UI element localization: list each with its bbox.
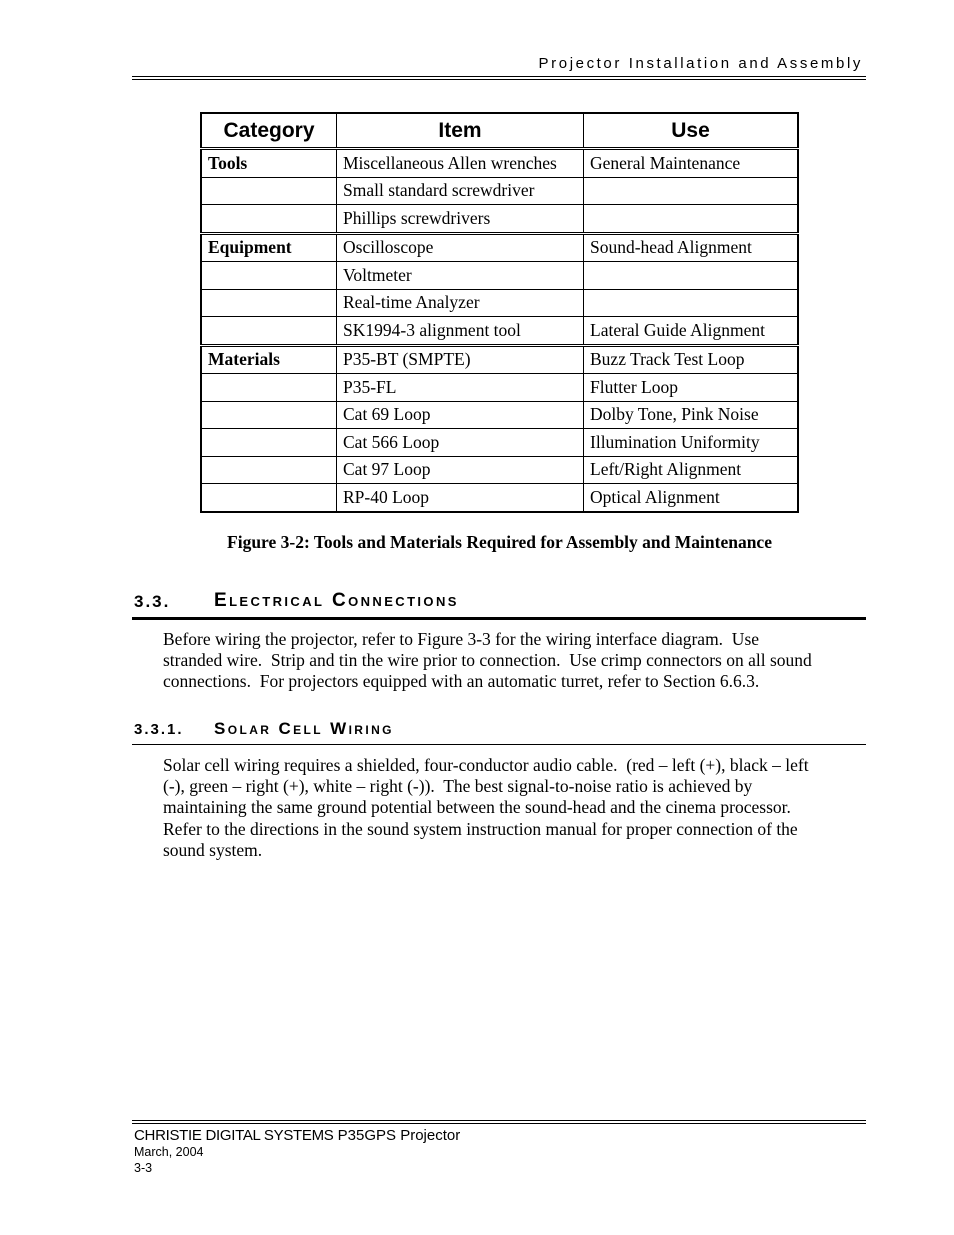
section-paragraph: [163, 629, 863, 693]
cell-use: Left/Right Alignment: [584, 456, 799, 484]
cell-item: P35-BT (SMPTE): [337, 345, 584, 374]
paragraph-line: Before wiring the projector, refer to Figure 3-3 for the wiring interface diagram. Use: [163, 629, 760, 649]
cell-item: Cat 69 Loop: [337, 401, 584, 429]
table-row: [201, 345, 798, 374]
section-title: Electrical Connections: [214, 590, 459, 611]
subsection-rule: [132, 744, 866, 745]
cell-item: Cat 566 Loop: [337, 429, 584, 457]
paragraph-line: Solar cell wiring requires a shielded, four-conductor audio cable. (red – left (+), black – left: [163, 755, 809, 775]
cell-category: [201, 177, 337, 205]
footer-product: P35GPS Projector: [337, 1127, 461, 1144]
cell-item: Phillips screwdrivers: [337, 205, 584, 234]
running-header: Projector Installation and Assembly: [538, 55, 863, 72]
paragraph-line: stranded wire. Strip and tin the wire prior to connection. Use crimp connectors on all sound: [163, 650, 812, 671]
cell-use: [584, 262, 799, 290]
cell-category: [201, 289, 337, 317]
cell-category: Tools: [201, 149, 337, 178]
cell-category: [201, 317, 337, 346]
subsection-number: 3.3.1.: [134, 721, 184, 738]
column-header-category: Category: [201, 113, 337, 149]
paragraph-line: (-), green – right (+), white – right (-)). The best signal-to-noise ratio is achieved by: [163, 776, 753, 797]
table-header-row: [201, 113, 798, 149]
cell-item: RP-40 Loop: [337, 484, 584, 512]
cell-item: Oscilloscope: [337, 233, 584, 262]
cell-category: [201, 484, 337, 512]
table-row: [201, 401, 798, 429]
cell-use: [584, 205, 799, 234]
column-header-item: Item: [337, 113, 584, 149]
table-row: [201, 205, 798, 234]
header-rule: [132, 76, 866, 80]
cell-use: Optical Alignment: [584, 484, 799, 512]
cell-use: Buzz Track Test Loop: [584, 345, 799, 374]
table-row: [201, 429, 798, 457]
section-number: 3.3.: [134, 592, 171, 611]
cell-category: [201, 456, 337, 484]
cell-item: P35-FL: [337, 374, 584, 402]
table-row: [201, 289, 798, 317]
cell-category: Materials: [201, 345, 337, 374]
subsection-paragraph: [163, 755, 863, 861]
table-row: [201, 456, 798, 484]
cell-use: [584, 177, 799, 205]
figure-caption: Figure 3-2: Tools and Materials Required for Assembly and Maintenance: [227, 532, 772, 552]
cell-use: Dolby Tone, Pink Noise: [584, 401, 799, 429]
table-row: [201, 374, 798, 402]
footer-page-number: 3-3: [134, 1161, 153, 1175]
cell-use: Flutter Loop: [584, 374, 799, 402]
cell-use: Lateral Guide Alignment: [584, 317, 799, 346]
tools-materials-table: [200, 112, 799, 513]
paragraph-line: sound system.: [163, 839, 263, 860]
table-row: [201, 484, 798, 512]
cell-item: Real-time Analyzer: [337, 289, 584, 317]
cell-category: [201, 205, 337, 234]
cell-use: General Maintenance: [584, 149, 799, 178]
paragraph-line: connections. For projectors equipped with an automatic turret, refer to Section 6.6.3.: [163, 671, 760, 692]
cell-item: SK1994-3 alignment tool: [337, 317, 584, 346]
paragraph-line: maintaining the same ground potential between the sound-head and the cinema processor.: [163, 797, 791, 818]
footer-brand-line: [134, 1127, 460, 1144]
paragraph-line: Refer to the directions in the sound system instruction manual for proper connection of the: [163, 818, 798, 839]
table-row: [201, 177, 798, 205]
cell-use: [584, 289, 799, 317]
table-row: [201, 233, 798, 262]
cell-item: Voltmeter: [337, 262, 584, 290]
cell-use: Illumination Uniformity: [584, 429, 799, 457]
cell-item: Miscellaneous Allen wrenches: [337, 149, 584, 178]
section-rule: [132, 617, 866, 620]
cell-use: Sound-head Alignment: [584, 233, 799, 262]
cell-category: Equipment: [201, 233, 337, 262]
cell-category: [201, 401, 337, 429]
footer-date: March, 2004: [134, 1145, 204, 1159]
table-row: [201, 317, 798, 346]
cell-item: Cat 97 Loop: [337, 456, 584, 484]
subsection-title: Solar Cell Wiring: [214, 719, 394, 738]
cell-category: [201, 374, 337, 402]
table-row: [201, 149, 798, 178]
table-body: [201, 149, 798, 512]
cell-item: Small standard screwdriver: [337, 177, 584, 205]
footer-rule: [132, 1120, 866, 1124]
cell-category: [201, 429, 337, 457]
table-row: [201, 262, 798, 290]
cell-category: [201, 262, 337, 290]
footer-brand: CHRISTIE DIGITAL SYSTEMS: [134, 1127, 334, 1144]
column-header-use: Use: [584, 113, 799, 149]
